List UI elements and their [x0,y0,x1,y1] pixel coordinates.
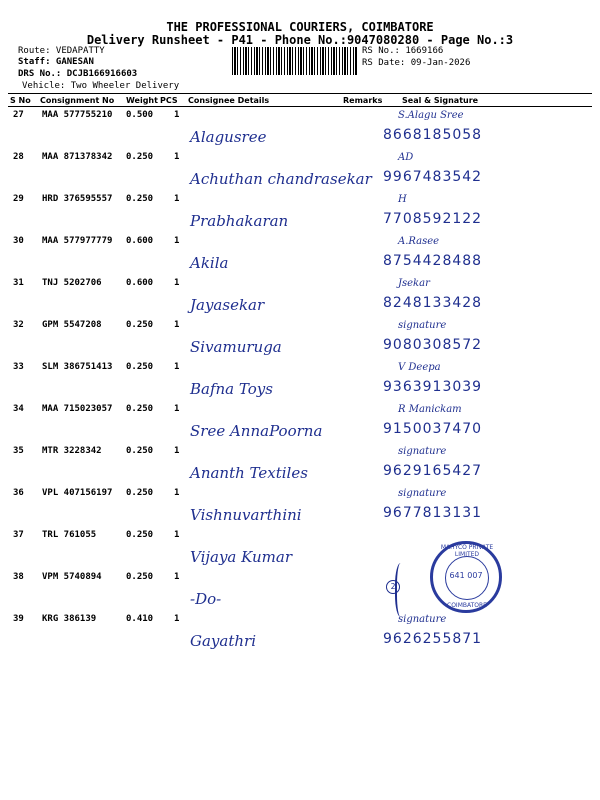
rs-date: RS Date: 09-Jan-2026 [362,58,471,68]
row-pcs: 1 [174,152,180,162]
row-weight: 0.250 [126,194,154,204]
runsheet-subtitle: Delivery Runsheet - P41 - Phone No.:9047080280 - Page No.:3 [86,33,514,47]
consignee-name: Sivamuruga [190,338,282,356]
signature: V Deepa [398,362,441,373]
signature: signature [398,614,447,625]
signature: S.Alagu Sree [398,110,464,121]
handwritten-phone: 9626255871 [383,631,483,647]
seal-ring-top: MAHYCO PRIVATE LIMITED [440,544,494,558]
row-weight: 0.250 [126,404,154,414]
col-consignee: Consignee Details [188,96,270,105]
signature: H [398,194,407,205]
row-consignment: GPM 5547208 [42,320,102,330]
row-consignment: MAA 577977779 [42,236,113,246]
consignee-name: Vishnuvarthini [190,506,302,524]
seal-pin: 641 007 [449,571,483,580]
row-pcs: 1 [174,614,180,624]
table-row [0,614,600,656]
handwritten-phone: 9080308572 [383,337,483,353]
row-weight: 0.250 [126,572,154,582]
signature: A.Rasee [398,236,440,247]
row-weight: 0.250 [126,320,154,330]
row-consignment: VPM 5740894 [42,572,102,582]
row-consignment: VPL 407156197 [42,488,113,498]
row-pcs: 1 [174,362,180,372]
row-pcs: 1 [174,530,180,540]
row-sno: 34 [13,404,24,414]
col-pcs: PCS [160,96,178,105]
table-row [0,404,600,446]
signature: Jsekar [398,278,430,289]
row-consignment: SLM 386751413 [42,362,113,372]
consignee-name: Akila [190,254,229,272]
row-sno: 27 [13,110,24,120]
header-bottom-rule [8,106,592,107]
col-consignment: Consignment No [40,96,115,105]
row-pcs: 1 [174,446,180,456]
row-pcs: 1 [174,320,180,330]
signature: R Manickam [398,404,462,415]
row-weight: 0.500 [126,110,154,120]
col-seal: Seal & Signature [402,96,479,105]
row-pcs: 1 [174,194,180,204]
consignee-name: -Do- [190,590,222,608]
row-consignment: MAA 715023057 [42,404,113,414]
consignee-name: Sree AnnaPoorna [190,422,323,440]
table-row [0,194,600,236]
row-consignment: KRG 386139 [42,614,97,624]
row-sno: 29 [13,194,24,204]
row-sno: 39 [13,614,24,624]
row-weight: 0.250 [126,446,154,456]
row-sno: 31 [13,278,24,288]
row-weight: 0.250 [126,152,154,162]
handwritten-phone: 8248133428 [383,295,483,311]
signature: signature [398,320,447,331]
row-weight: 0.250 [126,362,154,372]
vehicle-label: Vehicle: Two Wheeler Delivery [22,81,180,91]
handwritten-phone: 9629165427 [383,463,483,479]
row-sno: 36 [13,488,24,498]
row-consignment: TRL 761055 [42,530,97,540]
row-weight: 0.250 [126,530,154,540]
table-row [0,320,600,362]
row-consignment: TNJ 5202706 [42,278,102,288]
row-consignment: MAA 871378342 [42,152,113,162]
handwritten-phone: 9677813131 [383,505,483,521]
row-weight: 0.600 [126,236,154,246]
table-row [0,572,600,614]
header-top-rule [8,93,592,94]
table-row [0,530,600,572]
table-row [0,110,600,152]
staff-label: Staff: GANESAN [18,57,94,67]
consignee-name: Jayasekar [190,296,265,314]
handwritten-phone: 8754428488 [383,253,483,269]
signature: AD [398,152,414,163]
row-pcs: 1 [174,488,180,498]
circled-two-mark: 2 [386,580,400,594]
signature: signature [398,488,447,499]
col-remarks: Remarks [343,96,383,105]
row-weight: 0.410 [126,614,154,624]
drs-number: DRS No.: DCJB166916603 [18,69,138,79]
row-sno: 30 [13,236,24,246]
handwritten-phone: 9967483542 [383,169,483,185]
table-row [0,362,600,404]
row-weight: 0.600 [126,278,154,288]
row-sno: 28 [13,152,24,162]
table-row [0,152,600,194]
seal-ring-bottom: COIMBATORE [447,602,487,609]
handwritten-phone: 8668185058 [383,127,483,143]
table-row [0,446,600,488]
row-pcs: 1 [174,404,180,414]
handwritten-phone: 9150037470 [383,421,483,437]
row-consignment: HRD 376595557 [42,194,113,204]
signature: signature [398,446,447,457]
route-label: Route: VEDAPATTY [18,46,105,56]
col-sno: S No [10,96,31,105]
row-pcs: 1 [174,236,180,246]
row-sno: 37 [13,530,24,540]
row-pcs: 1 [174,110,180,120]
row-consignment: MTR 3228342 [42,446,102,456]
consignee-name: Prabhakaran [190,212,289,230]
consignee-name: Ananth Textiles [190,464,308,482]
consignee-name: Achuthan chandrasekar [190,170,372,188]
rs-number: RS No.: 1669166 [362,46,444,56]
barcode [232,47,357,75]
consignee-name: Vijaya Kumar [190,548,293,566]
row-consignment: MAA 577755210 [42,110,113,120]
row-sno: 33 [13,362,24,372]
runsheet-title: THE PROFESSIONAL COURIERS, COIMBATORE [166,20,434,34]
table-row [0,488,600,530]
handwritten-phone: 7708592122 [383,211,483,227]
consignee-name: Alagusree [190,128,267,146]
row-weight: 0.250 [126,488,154,498]
row-sno: 35 [13,446,24,456]
consignee-name: Gayathri [190,632,256,650]
row-pcs: 1 [174,572,180,582]
company-seal [430,541,502,613]
col-weight: Weight [126,96,158,105]
table-row [0,278,600,320]
handwritten-phone: 9363913039 [383,379,483,395]
table-row [0,236,600,278]
consignee-name: Bafna Toys [190,380,273,398]
row-sno: 32 [13,320,24,330]
row-pcs: 1 [174,278,180,288]
row-sno: 38 [13,572,24,582]
